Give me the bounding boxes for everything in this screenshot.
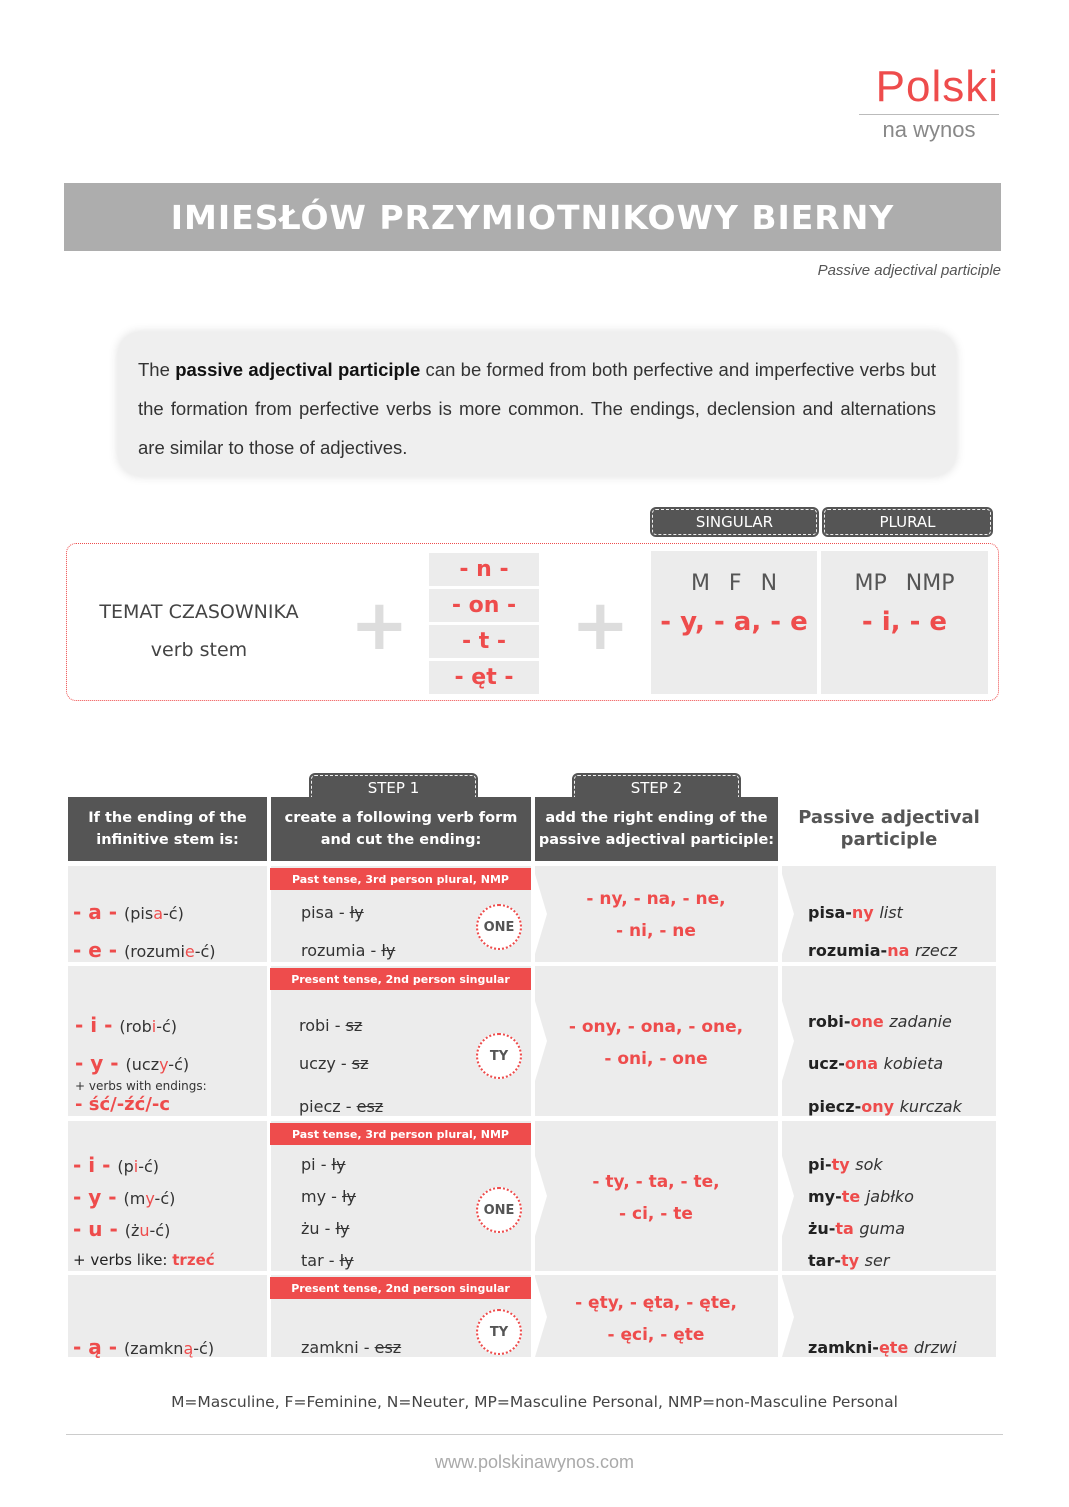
page-subtitle: Passive adjectival participle: [817, 262, 1001, 279]
plus-icon: +: [350, 584, 409, 666]
suffix-et: - ęt -: [429, 661, 539, 694]
participle-example: robi-one zadanie: [808, 1012, 952, 1031]
pronoun-stamp: TY: [476, 1033, 522, 1079]
plural-ending-values: - i, - e: [861, 607, 948, 637]
participle-example: tar-ty ser: [808, 1251, 890, 1270]
endings-line: - oni, - one: [604, 1049, 708, 1069]
stem-ending: - e - (rozumie-ć): [73, 938, 216, 962]
verb-form: robi - sz: [299, 1016, 363, 1035]
participle-endings: [536, 1166, 776, 1230]
pronoun-stamp: ONE: [476, 1187, 522, 1233]
participle-endings: [536, 883, 776, 947]
stem-special: - ść/-źć/-c: [75, 1094, 171, 1115]
endings-line: - ni, - ne: [616, 921, 696, 941]
participle-example: my-te jabłko: [808, 1187, 914, 1206]
verb-form: pisa - ły: [301, 903, 364, 922]
endings-line: - ęci, - ęte: [607, 1325, 705, 1345]
arrow-icon: [782, 1001, 794, 1081]
suffix-on: - on -: [429, 589, 539, 622]
page-title: IMIESŁÓW PRZYMIOTNIKOWY BIERNY: [64, 183, 1001, 251]
note-verb: trzeć: [172, 1251, 215, 1269]
stem-ending: - y - (uczy-ć): [75, 1051, 190, 1075]
stem-ending: - y - (my-ć): [73, 1185, 176, 1209]
pronoun-stamp: ONE: [476, 904, 522, 950]
intro-post: can be formed from both perfective and imperfective verbs but the formation from perfective verbs is more common. The endings, declension and alternations are similar to those of adjectives.: [138, 359, 936, 458]
participle-example: rozumia-na rzecz: [808, 941, 957, 960]
step2-tag: STEP 2: [574, 775, 739, 801]
participle-example: ucz-ona kobieta: [808, 1054, 944, 1073]
verb-form: tar - ły: [301, 1251, 354, 1270]
stem-ending: - u - (żu-ć): [73, 1217, 171, 1241]
pronoun-stamp: TY: [476, 1309, 522, 1355]
endings-line: - ęty, - ęta, - ęte,: [575, 1293, 737, 1313]
verb-form: uczy - sz: [299, 1054, 369, 1073]
logo-brand: Polski: [875, 62, 999, 111]
stem-polish: TEMAT CZASOWNIKA: [99, 601, 299, 623]
verb-stem: [94, 593, 304, 669]
singular-tag: SINGULAR: [652, 509, 817, 535]
arrow-icon: [782, 1277, 794, 1357]
participle-endings: [536, 1011, 776, 1075]
stem-english: verb stem: [150, 639, 248, 661]
singular-genders: M F N: [690, 571, 778, 596]
participle-example: pi-ty sok: [808, 1155, 883, 1174]
row-ribbon: Present tense, 2nd person singular: [270, 1277, 531, 1299]
verb-form: rozumia - ły: [301, 941, 396, 960]
header-participle: Passive adjectival participle: [782, 797, 996, 861]
step1-tag: STEP 1: [311, 775, 476, 801]
arrow-icon: [782, 1156, 794, 1236]
row-ribbon: Present tense, 2nd person singular: [270, 968, 531, 990]
row-ribbon: Past tense, 3rd person plural, NMP: [270, 1123, 531, 1145]
header-verb-form: create a following verb form and cut the ending:: [271, 797, 531, 861]
plural-tag: PLURAL: [824, 509, 991, 535]
intro-box: [118, 332, 956, 476]
arrow-icon: [782, 874, 794, 954]
endings-line: - ci, - te: [619, 1204, 693, 1224]
stem-ending: - a - (pisa-ć): [73, 900, 184, 924]
logo-sub: na wynos: [859, 114, 999, 143]
suffix-n: - n -: [429, 553, 539, 586]
logo: [859, 62, 999, 143]
stem-ending: - i - (robi-ć): [75, 1013, 178, 1037]
stem-ending: - i - (pi-ć): [73, 1153, 160, 1177]
endings-line: - ony, - ona, - one,: [568, 1017, 744, 1037]
plural-genders: MP NMP: [854, 571, 955, 596]
verb-form: my - ły: [301, 1187, 357, 1206]
participle-example: piecz-ony kurczak: [808, 1097, 962, 1116]
plural-endings: [821, 551, 988, 694]
suffix-t: - t -: [429, 625, 539, 658]
participle-example: zamkni-ęte drzwi: [808, 1338, 957, 1357]
row-ribbon: Past tense, 3rd person plural, NMP: [270, 868, 531, 890]
divider: [66, 1434, 1003, 1435]
header-add-ending: add the right ending of the passive adjectival participle:: [535, 797, 778, 861]
endings-line: - ny, - na, - ne,: [586, 889, 726, 909]
verb-form: żu - ły: [301, 1219, 350, 1238]
intro-bold: passive adjectival participle: [175, 359, 421, 380]
participle-endings: [536, 1287, 776, 1351]
stem-ending: - ą - (zamkną-ć): [73, 1335, 215, 1359]
verb-form: pi - ły: [301, 1155, 346, 1174]
intro-pre: The: [138, 359, 176, 380]
plus-icon: +: [571, 584, 630, 666]
verb-form: piecz - esz: [299, 1097, 384, 1116]
participle-example: żu-ta guma: [808, 1219, 906, 1238]
singular-endings: [651, 551, 817, 694]
stem-note: [73, 1251, 215, 1269]
table-cell: [782, 966, 996, 1116]
singular-ending-values: - y, - a, - e: [660, 607, 808, 637]
legend: M=Masculine, F=Feminine, N=Neuter, MP=Masculine Personal, NMP=non-Masculine Personal: [171, 1393, 898, 1411]
stem-note: + verbs with endings:: [75, 1079, 207, 1093]
participle-example: pisa-ny list: [808, 903, 903, 922]
verb-form: zamkni - esz: [301, 1338, 402, 1357]
endings-line: - ty, - ta, - te,: [592, 1172, 720, 1192]
footer-url[interactable]: www.polskinawynos.com: [434, 1452, 635, 1472]
note-text: + verbs like:: [73, 1251, 173, 1269]
header-stem-ending: If the ending of the infinitive stem is:: [68, 797, 267, 861]
